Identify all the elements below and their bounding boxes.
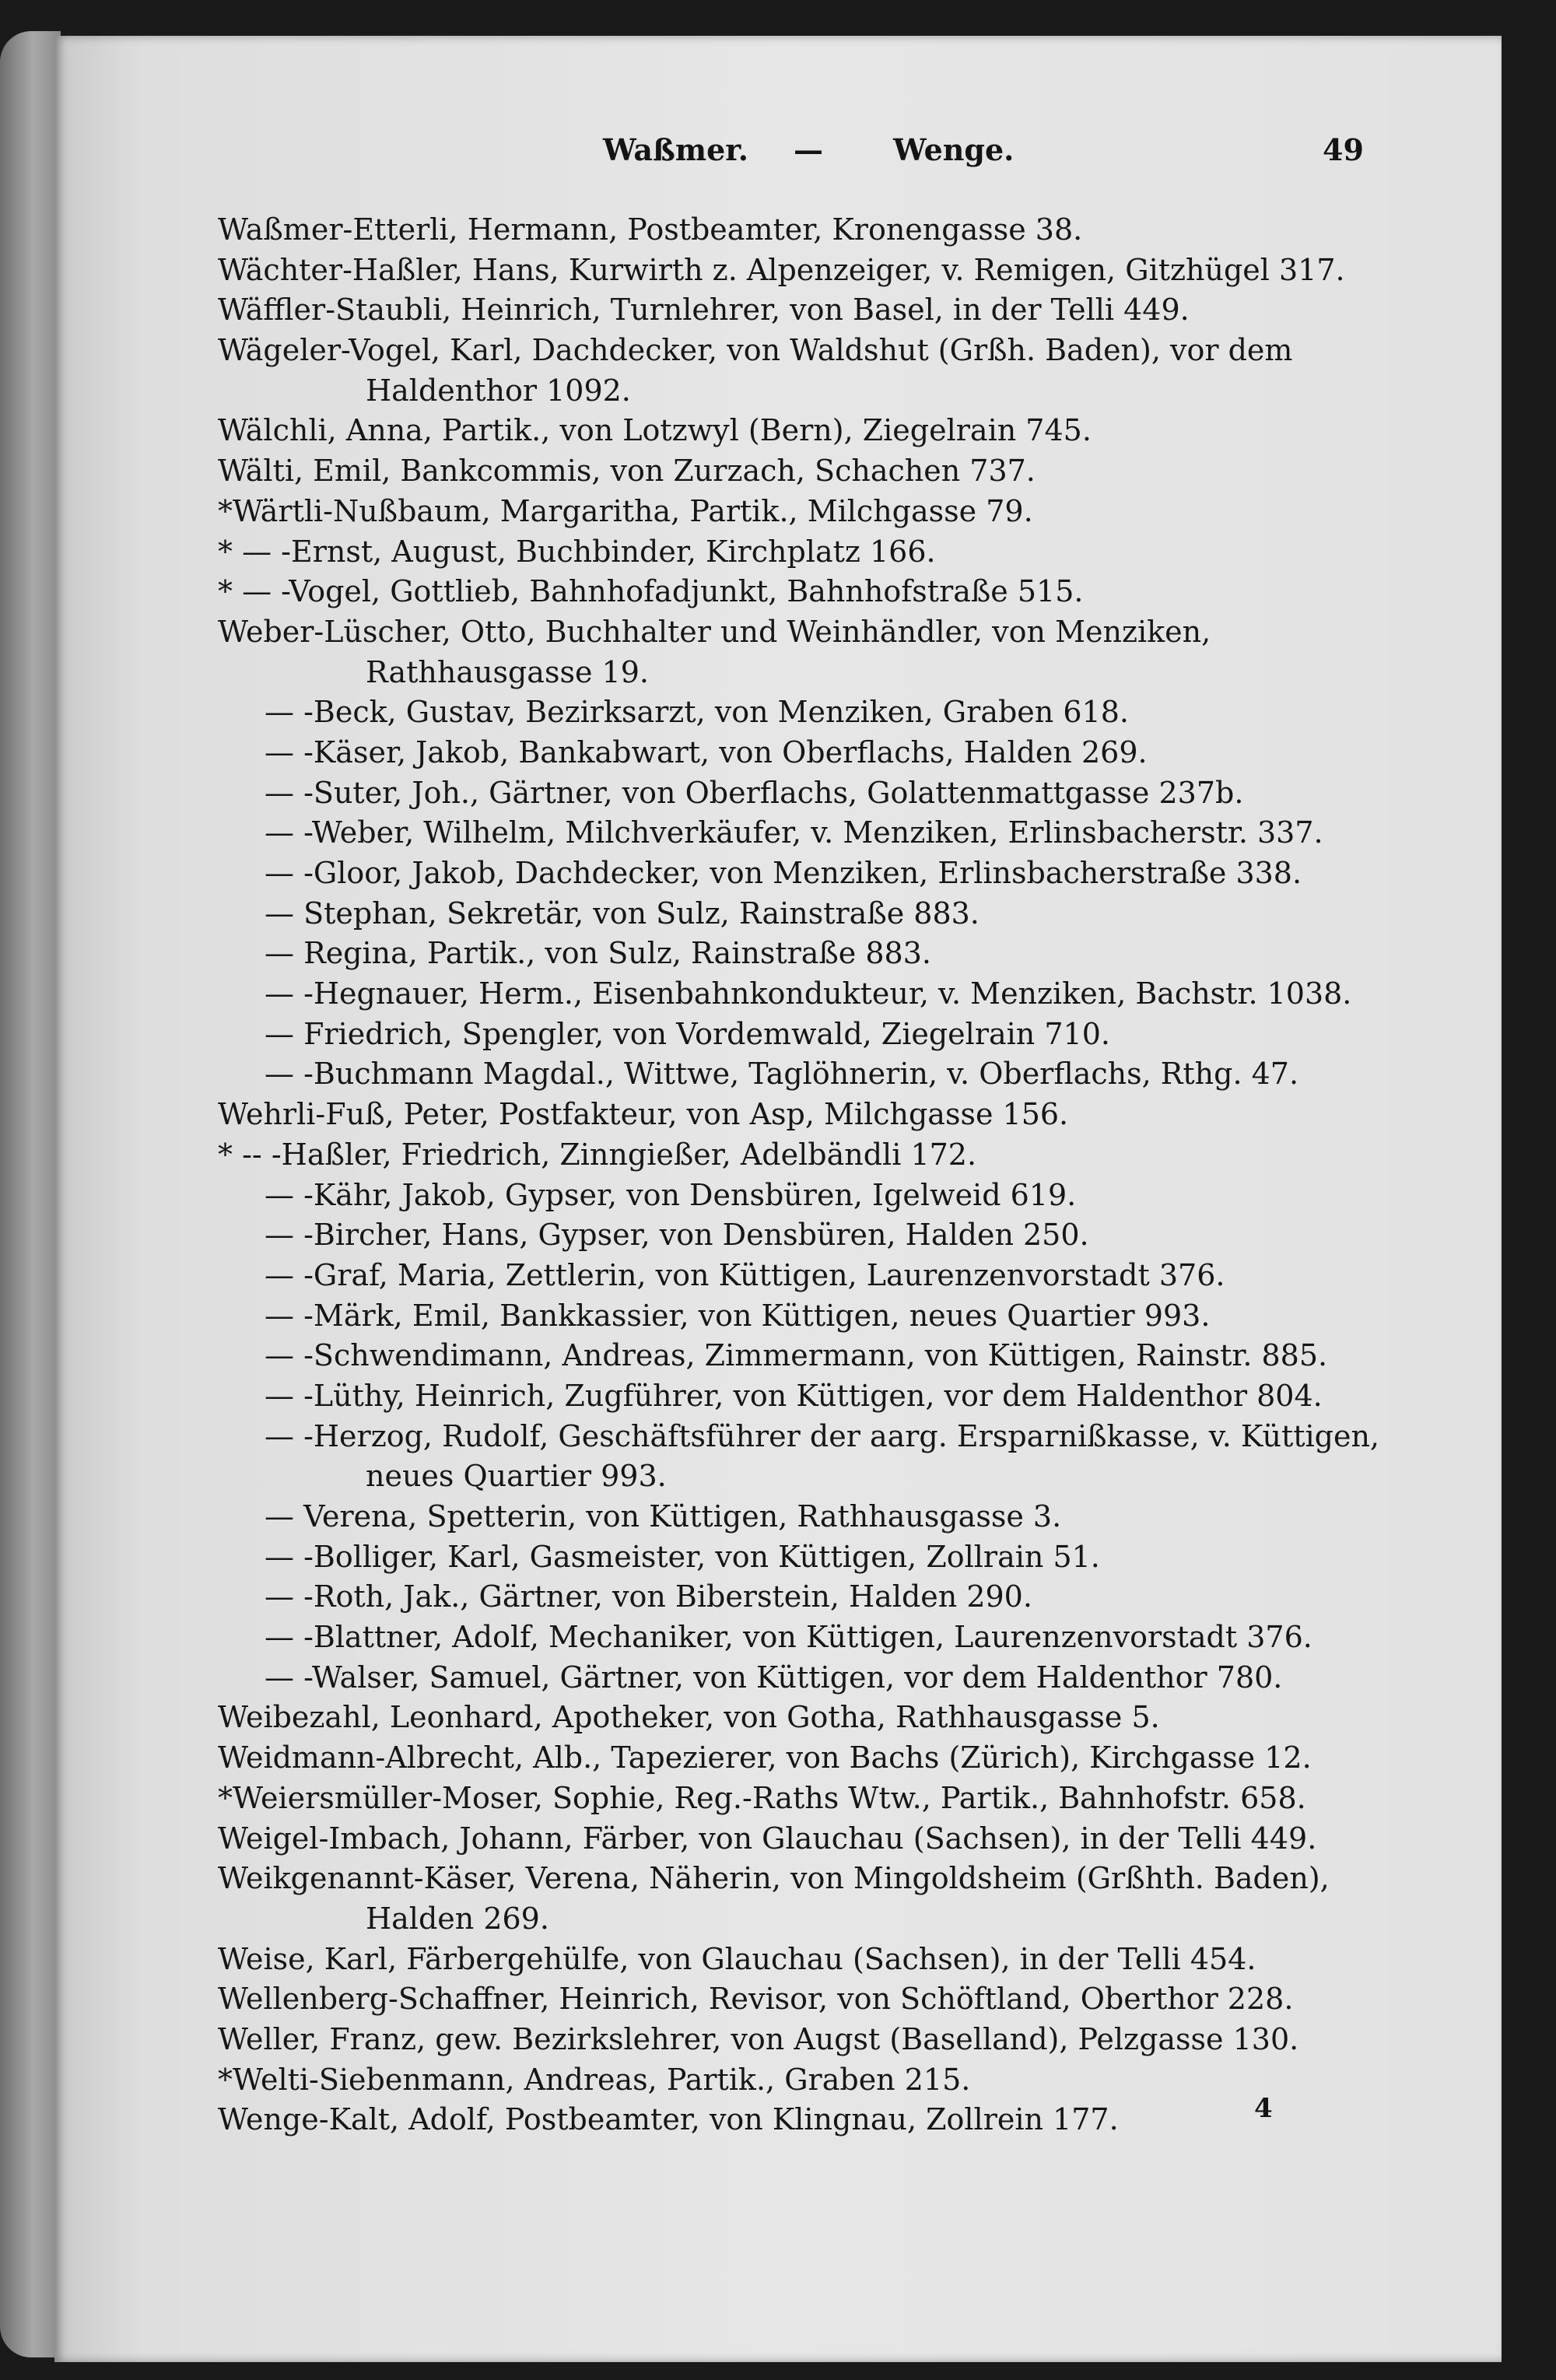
header-first-name: Waßmer. xyxy=(603,132,749,167)
entry-line: — -Weber, Wilhelm, Milchverkäufer, v. Menziken, Erlinsbacherstr. 337. xyxy=(265,815,1323,850)
entry-line: *Weiersmüller-Moser, Sophie, Reg.-Raths Wtw., Partik., Bahnhofstr. 658. xyxy=(218,1780,1306,1815)
entry-line: Weidmann-Albrecht, Alb., Tapezierer, von Bachs (Zürich), Kirchgasse 12. xyxy=(218,1740,1312,1775)
entry-line: Wenge-Kalt, Adolf, Postbeamter, von Klingnau, Zollrein 177. xyxy=(218,2102,1119,2137)
entry-line: — -Herzog, Rudolf, Geschäftsführer der aarg. Ersparnißkasse, v. Küttigen, xyxy=(265,1418,1380,1453)
entry-line: — -Beck, Gustav, Bezirksarzt, von Menziken, Graben 618. xyxy=(265,695,1129,730)
page-number: 49 xyxy=(1323,132,1364,167)
entry-line: — Stephan, Sekretär, von Sulz, Rainstraße 883. xyxy=(265,896,980,931)
entry-line: Weller, Franz, gew. Bezirkslehrer, von Augst (Baselland), Pelzgasse 130. xyxy=(218,2021,1299,2056)
entry-line: — -Schwendimann, Andreas, Zimmermann, von Küttigen, Rainstr. 885. xyxy=(265,1338,1328,1373)
header-dash: — xyxy=(794,132,823,167)
entry-line: Weigel-Imbach, Johann, Färber, von Glauchau (Sachsen), in der Telli 449. xyxy=(218,1821,1317,1856)
entry-line: Wäffler-Staubli, Heinrich, Turnlehrer, von Basel, in der Telli 449. xyxy=(218,293,1190,328)
header-last-name: Wenge. xyxy=(893,132,1015,167)
entry-line: Weber-Lüscher, Otto, Buchhalter und Weinhändler, von Menziken, xyxy=(218,614,1211,649)
entry-line: — -Buchmann Magdal., Wittwe, Taglöhnerin, v. Oberflachs, Rthg. 47. xyxy=(265,1057,1299,1092)
entry-line: — -Lüthy, Heinrich, Zugführer, von Küttigen, vor dem Haldenthor 804. xyxy=(265,1378,1323,1413)
entry-line: Weikgenannt-Käser, Verena, Näherin, von Mingoldsheim (Grßhth. Baden), xyxy=(218,1861,1330,1896)
entry-continuation: Haldenthor 1092. xyxy=(366,373,631,408)
entry-line: Wächter-Haßler, Hans, Kurwirth z. Alpenzeiger, v. Remigen, Gitzhügel 317. xyxy=(218,252,1345,287)
entry-line: * -- -Haßler, Friedrich, Zinngießer, Adelbändli 172. xyxy=(218,1137,977,1172)
entry-line: — -Kähr, Jakob, Gypser, von Densbüren, Igelweid 619. xyxy=(265,1177,1077,1212)
entry-continuation: Halden 269. xyxy=(366,1901,549,1936)
entry-line: * — -Ernst, August, Buchbinder, Kirchplatz 166. xyxy=(218,534,936,569)
entry-line: — Regina, Partik., von Sulz, Rainstraße 883. xyxy=(265,936,931,971)
entry-line: Weise, Karl, Färbergehülfe, von Glauchau (Sachsen), in der Telli 454. xyxy=(218,1941,1256,1976)
entry-line: — -Gloor, Jakob, Dachdecker, von Menziken, Erlinsbacherstraße 338. xyxy=(265,856,1302,890)
entry-line: — -Suter, Joh., Gärtner, von Oberflachs, Golattenmattgasse 237b. xyxy=(265,775,1244,810)
entry-continuation: neues Quartier 993. xyxy=(366,1459,667,1494)
entry-line: — Friedrich, Spengler, von Vordemwald, Ziegelrain 710. xyxy=(265,1016,1110,1051)
entry-line: *Welti-Siebenmann, Andreas, Partik., Graben 215. xyxy=(218,2062,971,2097)
entry-line: Weibezahl, Leonhard, Apotheker, von Gotha, Rathhausgasse 5. xyxy=(218,1700,1160,1735)
entry-line: *Wärtli-Nußbaum, Margaritha, Partik., Milchgasse 79. xyxy=(218,493,1033,528)
entry-line: — -Walser, Samuel, Gärtner, von Küttigen, vor dem Haldenthor 780. xyxy=(265,1660,1283,1695)
entry-line: — -Käser, Jakob, Bankabwart, von Oberflachs, Halden 269. xyxy=(265,734,1148,769)
entry-line: — -Blattner, Adolf, Mechaniker, von Küttigen, Laurenzenvorstadt 376. xyxy=(265,1620,1312,1655)
entry-line: Wehrli-Fuß, Peter, Postfakteur, von Asp, Milchgasse 156. xyxy=(218,1097,1069,1132)
signature-mark: 4 xyxy=(1254,2093,1273,2124)
running-header xyxy=(0,124,1556,179)
entry-line: — -Graf, Maria, Zettlerin, von Küttigen, Laurenzenvorstadt 376. xyxy=(265,1257,1225,1292)
entry-line: * — -Vogel, Gottlieb, Bahnhofadjunkt, Bahnhofstraße 515. xyxy=(218,574,1084,609)
entry-line: — Verena, Spetterin, von Küttigen, Rathhausgasse 3. xyxy=(265,1499,1062,1534)
left-page-edge xyxy=(0,31,61,2357)
entry-line: Wägeler-Vogel, Karl, Dachdecker, von Waldshut (Grßh. Baden), vor dem xyxy=(218,333,1293,368)
entry-line: — -Märk, Emil, Bankkassier, von Küttigen, neues Quartier 993. xyxy=(265,1298,1211,1333)
entry-line: — -Bircher, Hans, Gypser, von Densbüren, Halden 250. xyxy=(265,1218,1089,1253)
entry-line: — -Bolliger, Karl, Gasmeister, von Küttigen, Zollrain 51. xyxy=(265,1539,1100,1574)
entry-line: Waßmer-Etterli, Hermann, Postbeamter, Kronengasse 38. xyxy=(218,212,1083,247)
entry-line: Wälti, Emil, Bankcommis, von Zurzach, Schachen 737. xyxy=(218,454,1036,489)
entry-line: — -Hegnauer, Herm., Eisenbahnkondukteur, v. Menziken, Bachstr. 1038. xyxy=(265,976,1352,1011)
entry-line: — -Roth, Jak., Gärtner, von Biberstein, Halden 290. xyxy=(265,1579,1032,1614)
entry-line: Wälchli, Anna, Partik., von Lotzwyl (Bern), Ziegelrain 745. xyxy=(218,413,1092,448)
directory-entries xyxy=(218,210,1393,2140)
entry-continuation: Rathhausgasse 19. xyxy=(366,654,649,689)
entry-line: Wellenberg-Schaffner, Heinrich, Revisor, von Schöftland, Oberthor 228. xyxy=(218,1982,1294,2017)
